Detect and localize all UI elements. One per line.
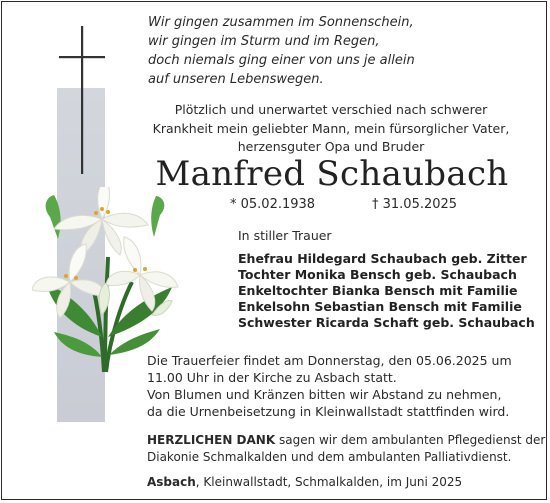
poem-line: wir gingen im Sturm und im Regen, [148,34,380,49]
intro-line: herzensguter Opa und Bruder [237,139,425,154]
thanks-line: Diakonie Schmalkalden und dem ambulanten Palliativdienst. [147,449,512,464]
intro-text [126,101,536,157]
birth-date: * 05.02.1938 [230,197,316,212]
thanks-rest: sagen wir dem ambulanten Pflegedienst der [275,433,546,447]
service-line: 11.00 Uhr in der Kirche zu Asbach statt. [147,370,397,385]
obituary-notice [1,1,547,500]
cross-icon [81,26,85,174]
signoff [147,475,462,489]
mourners-list [238,251,535,331]
thanks-line [147,432,545,449]
mourner-line: Tochter Monika Bensch geb. Schaubach [238,267,517,282]
intro-line: Plötzlich und unerwartet verschied nach schwerer [174,102,488,117]
deceased-name: Manfred Schaubach [155,154,509,194]
death-date: † 31.05.2025 [372,197,458,212]
signoff-rest: , Kleinwallstadt, Schmalkalden, im Juni 2025 [195,475,463,489]
mourner-line: Enkeltochter Bianka Bensch mit Familie [238,283,518,298]
service-line: Von Blumen und Kränzen bitten wir Abstand zu nehmen, [147,387,502,402]
service-line: da die Urnenbeisetzung in Kleinwallstadt stattfinden wird. [147,404,510,419]
lily-bouquet-icon [32,187,182,377]
signoff-place: Asbach [147,475,196,489]
mourner-line: Ehefrau Hildegard Schaubach geb. Zitter [238,251,527,266]
service-info [147,352,512,420]
mourner-line: Schwester Ricarda Schaft geb. Schaubach [238,315,535,330]
thanks-text [147,432,545,465]
intro-line: Krankheit mein geliebter Mann, mein fürsorglicher Vater, [152,120,510,136]
poem-line: auf unseren Lebenswegen. [148,72,324,87]
poem-line: Wir gingen zusammen im Sonnenschein, [148,15,414,30]
thanks-label: HERZLICHEN DANK [147,433,276,447]
service-line: Die Trauerfeier findet am Donnerstag, den 05.06.2025 um [147,353,512,368]
poem-line: doch niemals ging einer von uns je allein [148,53,415,68]
mourner-line: Enkelsohn Sebastian Bensch mit Familie [238,299,522,314]
poem [148,13,415,89]
mourners-heading: In stiller Trauer [238,228,332,243]
